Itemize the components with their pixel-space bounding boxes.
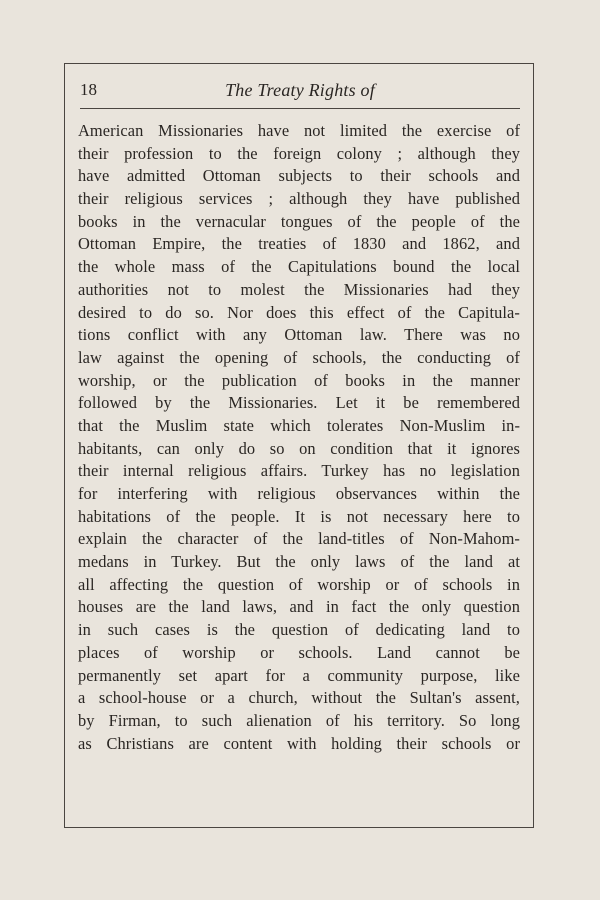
text-line: by Firman, to such alienation of his territory. So long: [78, 710, 520, 730]
text-line: worship, or the publication of books in the manner: [78, 370, 520, 390]
running-head-title: The Treaty Rights of: [225, 80, 375, 100]
text-line: a school-house or a church, without the Sultan's assent,: [78, 688, 520, 708]
text-line: in such cases is the question of dedicating land to: [78, 620, 520, 640]
body-paragraph: [78, 120, 520, 755]
text-line: followed by the Missionaries. Let it be remembered: [78, 393, 520, 413]
text-line: that the Muslim state which tolerates Non-Muslim in-: [78, 415, 520, 435]
text-line: Ottoman Empire, the treaties of 1830 and 1862, and: [78, 234, 520, 254]
text-line: explain the character of the land-titles of Non-Mahom-: [78, 529, 520, 549]
text-line: habitations of the people. It is not necessary here to: [78, 506, 520, 526]
text-line: as Christians are content with holding their schools or: [78, 733, 520, 753]
text-line: their internal religious affairs. Turkey has no legislation: [78, 461, 520, 481]
text-line: places of worship or schools. Land cannot be: [78, 642, 520, 662]
text-line: law against the opening of schools, the conducting of: [78, 347, 520, 367]
text-line: the whole mass of the Capitulations bound the local: [78, 257, 520, 277]
text-line: their religious services ; although they have published: [78, 189, 520, 209]
text-line: books in the vernacular tongues of the people of the: [78, 211, 520, 231]
page-number: 18: [80, 80, 97, 99]
text-line: houses are the land laws, and in fact the only question: [78, 597, 520, 617]
text-line: permanently set apart for a community purpose, like: [78, 665, 520, 685]
text-line: habitants, can only do so on condition that it ignores: [78, 438, 520, 458]
text-line: tions conflict with any Ottoman law. There was no: [78, 325, 520, 345]
text-line: medans in Turkey. But the only laws of the land at: [78, 552, 520, 572]
page-header: [80, 78, 520, 104]
text-line: desired to do so. Nor does this effect of the Capitula-: [78, 302, 520, 322]
header-divider: [80, 108, 520, 109]
text-line: authorities not to molest the Missionaries had they: [78, 279, 520, 299]
text-line: have admitted Ottoman subjects to their schools and: [78, 166, 520, 186]
text-line: American Missionaries have not limited the exercise of: [78, 121, 520, 140]
text-line: for interfering with religious observances within the: [78, 484, 520, 503]
text-line: their profession to the foreign colony ; although they: [78, 143, 520, 163]
text-line: all affecting the question of worship or of schools in: [78, 574, 520, 594]
